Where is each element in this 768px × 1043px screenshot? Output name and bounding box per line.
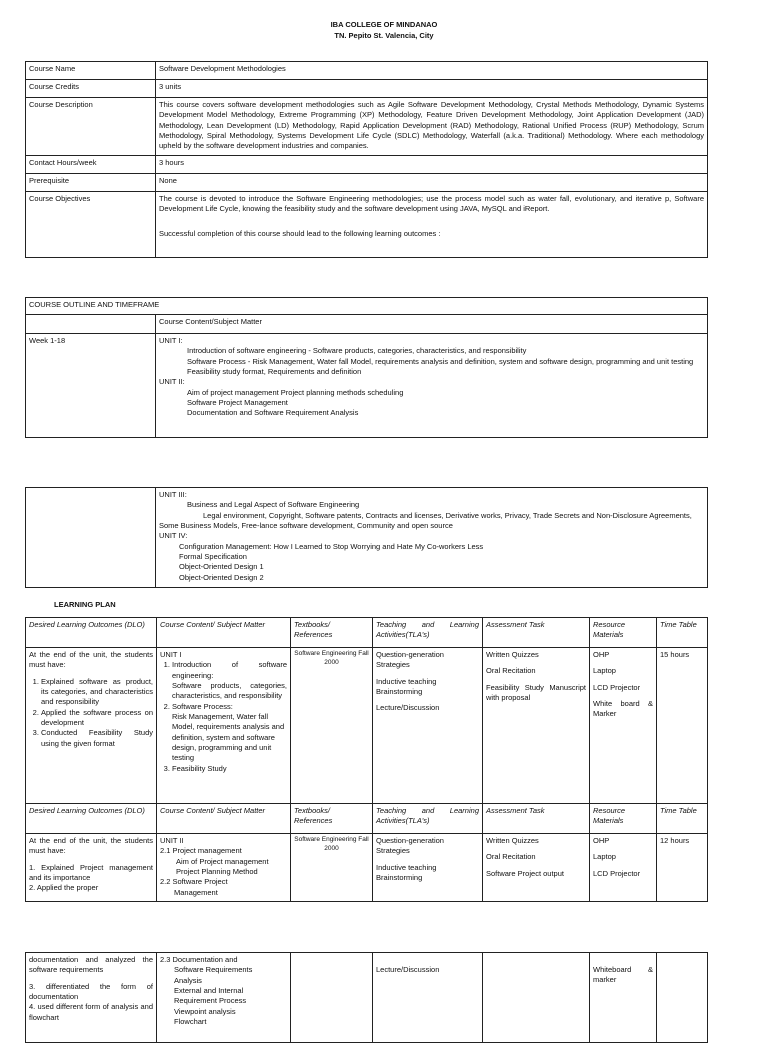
unit-item: Introduction of software engineering - Software products, categories, characteristics, and responsibility [187, 346, 527, 356]
week-range: Week 1-18 [26, 334, 156, 438]
list-item: 3. Conducted Feasibility Study using the given format [41, 728, 153, 749]
assessment-item: Oral Recitation [486, 852, 536, 862]
list-item: 2. Applied the software process on development [41, 708, 153, 729]
assessment-cell [483, 648, 590, 804]
content-item: 2.3 Documentation and [160, 955, 238, 964]
unit-item: Object-Oriented Design 2 [179, 572, 264, 582]
assessment-item: Software Project output [486, 868, 564, 878]
row-value: 3 units [156, 80, 708, 98]
resource-item: LCD Projector [593, 868, 641, 878]
content-item: Viewpoint analysis [174, 1006, 236, 1016]
unit-item: Feasibility study format, Requirements and definition [187, 367, 362, 377]
list-item: 4. used different form of analysis and flowchart [29, 1002, 153, 1022]
row-value: None [156, 174, 708, 192]
textbook-cell: Software Engineering Fall 2000 [291, 648, 373, 804]
assessment-item: Written Quizzes [486, 650, 539, 659]
table-row [26, 192, 708, 258]
col-header-tla: Teaching and Learning Activities(TLA's) [373, 804, 483, 834]
unit-item: Legal environment, Copyright, Software patents, Contracts and licenses, Derivative works, Privacy, Trade Secrets and Non-Disclosure Agreements, Some Business Models, Free-lance software development, Community and open source [159, 510, 692, 531]
empty-cell [26, 488, 156, 588]
row-value [156, 192, 708, 258]
dlo-cell [26, 648, 157, 804]
col-header-time: Time Table [657, 618, 708, 648]
row-value: 3 hours [156, 156, 708, 174]
row-value: This course covers software development methodologies such as Agile Software Development Methodology, Crystal Methods Methodology, Dynamic Systems Development Model Methodology, Extreme Programming (XP) Methodology, Feature Driven Development Methodology, Joint Application Development (JAD) Methodology, Lean Development (LD) Methodology, Rapid Application Development (RAD) Methodology, Rational Unified Process (RUP) Methodology, Scrum Methodology, Spiral Methodology, Systems Development Life Cycle (SDLC) Methodology, Waterfall (a.k.a. Traditional) Methodology. Where each methodology upheld by the software development industries and companies. [156, 98, 708, 156]
list-item: 1. Explained software as product, its categories, and characteristics and responsibility [41, 677, 153, 708]
unit-item: Formal Specification [179, 552, 247, 562]
assessment-item: Written Quizzes [486, 836, 539, 845]
dlo-intro: At the end of the unit, the students must have: [29, 650, 153, 670]
empty-cell [26, 315, 156, 334]
course-outline-continued [25, 487, 708, 588]
table-row [26, 156, 708, 174]
content-item: 2.2 Software Project [160, 877, 228, 887]
objectives-text: The course is devoted to introduce the Software Engineering methodologies; use the process model such as water fall, evolutionary, and iterative p, Software Development Life Cycle, knowing the feasibility study and the software development using JAVA, MySQL and iReport. [159, 194, 704, 214]
content-cell [157, 648, 291, 804]
outline-title: COURSE OUTLINE AND TIMEFRAME [26, 298, 708, 315]
unit-item: Software Process - Risk Management, Water fall Model, requirements analysis and definition, system and software design, programming and unit testing [187, 356, 694, 366]
assessment-cell [483, 953, 590, 1043]
tla-cell [373, 834, 483, 902]
table-row [26, 648, 708, 804]
row-value: Software Development Methodologies [156, 62, 708, 80]
col-header-textbooks: Textbooks/ References [291, 618, 373, 648]
tla-item: Question-generation Strategies [376, 650, 444, 670]
content-item: Aim of Project management [176, 856, 269, 866]
list-item: 3. Feasibility Study [172, 764, 287, 774]
col-header-content: Course Content/ Subject Matter [157, 618, 291, 648]
dlo-intro: At the end of the unit, the students must have: [29, 836, 153, 856]
table-row [26, 298, 708, 315]
tla-cell [373, 953, 483, 1043]
unit-item: Configuration Management: How I Learned to Stop Worrying and Hate My Co-workers Less [179, 541, 484, 551]
dlo-cell [26, 834, 157, 902]
col-header-content: Course Content/ Subject Matter [157, 804, 291, 834]
col-header-dlo: Desired Learning Outcomes (DLO) [26, 804, 157, 834]
table-row [26, 953, 708, 1043]
tla-item: Inductive teaching [376, 676, 437, 686]
time-cell [657, 953, 708, 1043]
content-item: Management [174, 887, 218, 897]
outline-units [156, 488, 708, 588]
unit-title: UNIT III: [159, 490, 187, 499]
unit-item: Business and Legal Aspect of Software Engineering [187, 500, 360, 510]
content-cell [157, 953, 291, 1043]
list-item: 1. Introduction of software engineering: Software products, categories, characteristics, and responsibility [172, 660, 287, 701]
table-row [26, 62, 708, 80]
tla-item: Brainstorming [376, 687, 423, 697]
tla-item: Lecture/Discussion [376, 703, 440, 713]
resource-item: Laptop [593, 666, 616, 676]
unit-label: UNIT I [160, 650, 182, 659]
tla-item: Brainstorming [376, 873, 423, 883]
time-cell: 15 hours [657, 648, 708, 804]
college-address: TN. Pepito St. Valencia, City [334, 31, 434, 40]
content-item: Flowchart [174, 1017, 207, 1027]
assessment-item: Feasibility Study Manuscript with proposal [486, 682, 586, 703]
resource-cell [590, 834, 657, 902]
course-info-table [25, 61, 708, 258]
dlo-cell [26, 953, 157, 1043]
col-header-resource: Resource Materials [590, 618, 657, 648]
tla-item: Inductive teaching [376, 862, 437, 872]
time-cell: 12 hours [657, 834, 708, 902]
list-item: 2. Software Process: Risk Management, Water fall Model, requirements analysis and definition, system and software design, programming and unit testing [172, 702, 287, 764]
course-outline-table [25, 297, 708, 438]
resource-item: Whiteboard & marker [593, 965, 653, 985]
row-label: Course Description [26, 98, 156, 156]
resource-cell [590, 953, 657, 1043]
list-item: 1. Explained Project management and its importance [29, 862, 153, 883]
table-row [26, 174, 708, 192]
table-row [26, 488, 708, 588]
tla-cell [373, 648, 483, 804]
list-item: documentation and analyzed the software requirements [29, 955, 153, 975]
col-header-assessment: Assessment Task [483, 618, 590, 648]
list-item: 2. Applied the proper [29, 883, 99, 893]
row-label: Contact Hours/week [26, 156, 156, 174]
table-row [26, 98, 708, 156]
resource-cell [590, 648, 657, 804]
row-label: Prerequisite [26, 174, 156, 192]
table-row [26, 80, 708, 98]
resource-item: LCD Projector [593, 682, 641, 692]
col-header-resource: Resource Materials [590, 804, 657, 834]
outline-content-header: Course Content/Subject Matter [156, 315, 708, 334]
textbook-cell: Software Engineering Fall 2000 [291, 834, 373, 902]
unit-label: UNIT II [160, 836, 184, 845]
content-item: Project Planning Method [176, 867, 258, 877]
unit-item: Aim of project management Project planning methods scheduling [187, 387, 404, 397]
table-row [26, 618, 708, 648]
content-item: Requirement Process [174, 996, 247, 1006]
content-item: 2.1 Project management [160, 846, 242, 856]
learning-plan-title: LEARNING PLAN [54, 600, 116, 609]
unit-title: UNIT II: [159, 377, 185, 387]
outline-units [156, 334, 708, 438]
col-header-textbooks: Textbooks/ References [291, 804, 373, 834]
textbook-cell [291, 953, 373, 1043]
resource-item: OHP [593, 836, 610, 845]
unit-title: UNIT I: [159, 336, 183, 345]
row-label: Course Objectives [26, 192, 156, 258]
learning-plan-continued [25, 952, 708, 1043]
college-name: IBA COLLEGE OF MINDANAO [330, 20, 438, 29]
content-cell [157, 834, 291, 902]
table-row [26, 315, 708, 334]
content-item: Software Requirements [174, 965, 253, 975]
resource-item: OHP [593, 650, 610, 659]
table-row [26, 334, 708, 438]
content-item: External and Internal [174, 986, 244, 996]
table-row [26, 804, 708, 834]
assessment-item: Oral Recitation [486, 666, 536, 676]
unit-item: Object-Oriented Design 1 [179, 562, 264, 572]
learning-plan-table [25, 617, 708, 902]
tla-item: Question-generation Strategies [376, 836, 444, 856]
tla-item: Lecture/Discussion [376, 965, 440, 974]
col-header-assessment: Assessment Task [483, 804, 590, 834]
unit-title: UNIT IV: [159, 531, 188, 541]
resource-item: White board & Marker [593, 699, 653, 719]
table-row [26, 834, 708, 902]
row-label: Course Credits [26, 80, 156, 98]
col-header-time: Time Table [657, 804, 708, 834]
objectives-outcomes-lead: Successful completion of this course should lead to the following learning outcomes : [159, 228, 441, 238]
content-item: Analysis [174, 975, 202, 985]
unit-item: Software Project Management [187, 398, 288, 408]
col-header-tla: Teaching and Learning Activities(TLA's) [373, 618, 483, 648]
row-label: Course Name [26, 62, 156, 80]
col-header-dlo: Desired Learning Outcomes (DLO) [26, 618, 157, 648]
resource-item: Laptop [593, 852, 616, 862]
unit-item: Documentation and Software Requirement Analysis [187, 408, 359, 418]
assessment-cell [483, 834, 590, 902]
list-item: 3. differentiated the form of documentation [29, 981, 153, 1002]
